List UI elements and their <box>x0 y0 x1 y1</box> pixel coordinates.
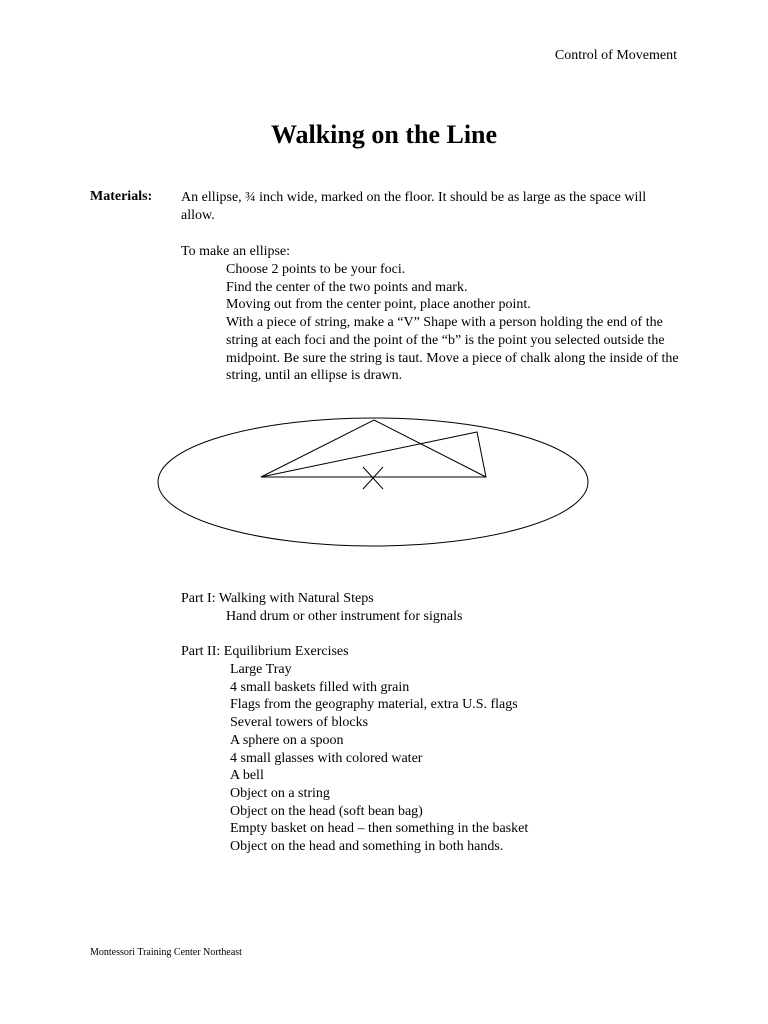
part1-heading: Part I: Walking with Natural Steps <box>181 591 374 606</box>
list-item: Object on the head and something in both hands. <box>230 839 504 855</box>
materials-text: An ellipse, ¾ inch wide, marked on the floor. It should be as large as the space will allow. <box>181 190 647 223</box>
part2-items <box>230 661 528 856</box>
string-triangle-left <box>261 420 486 477</box>
section-header: Control of Movement <box>554 48 677 63</box>
list-item: Flags from the geography material, extra U.S. flags <box>230 697 518 713</box>
list-item: Several towers of blocks <box>230 715 369 731</box>
list-item: 4 small baskets filled with grain <box>230 679 410 695</box>
ellipse-step: Find the center of the two points and mark. <box>226 279 468 295</box>
materials-label: Materials: <box>90 189 153 204</box>
list-item: Object on the head (soft bean bag) <box>230 803 423 819</box>
footer-text: Montessori Training Center Northeast <box>90 947 242 958</box>
string-triangle-right <box>261 432 486 477</box>
ellipse-step: Choose 2 points to be your foci. <box>226 262 406 277</box>
list-item: A bell <box>230 768 264 784</box>
ellipse-instructions-heading: To make an ellipse: <box>181 244 291 259</box>
page-title: Walking on the Line <box>270 120 498 149</box>
list-item: Empty basket on head – then something in the basket <box>230 821 529 837</box>
list-item: A sphere on a spoon <box>230 732 344 748</box>
part2-heading: Part II: Equilibrium Exercises <box>181 644 349 659</box>
ellipse-step: Moving out from the center point, place another point. <box>226 297 531 313</box>
ellipse-step: With a piece of string, make a “V” Shape with a person holding the end of the string at each foci and the point of the “b” is the point you selected outside the midpoint. Be sure the string is taut. Move a piece of chalk along the inside of the string, until an ellipse is drawn. <box>226 315 679 384</box>
ellipse-outline <box>158 418 588 546</box>
list-item: Hand drum or other instrument for signals <box>226 609 463 624</box>
list-item: Large Tray <box>230 662 292 677</box>
list-item: Object on a string <box>230 785 330 801</box>
list-item: 4 small glasses with colored water <box>230 750 423 766</box>
part1-items <box>226 608 462 626</box>
